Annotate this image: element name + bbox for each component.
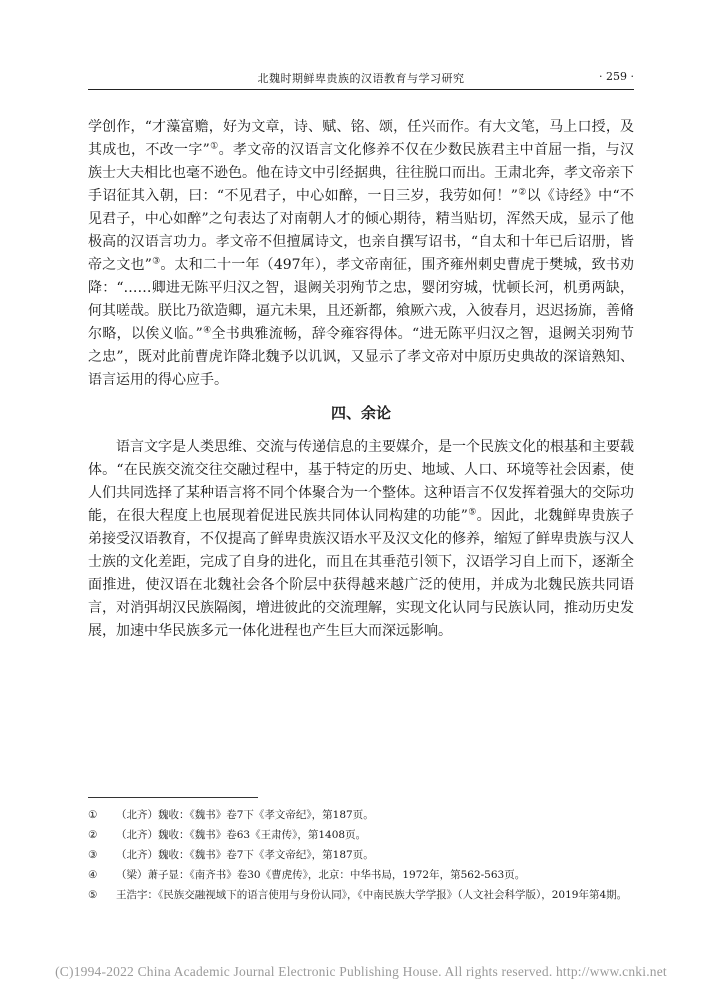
footnote-ref-5[interactable]: ⑤ [467, 507, 477, 518]
footnote-ref-1[interactable]: ① [209, 141, 219, 152]
footnote-text: 王浩宇：《民族交融视域下的语言使用与身份认同》，《中南民族大学学报》（人文社会科学版），2019年第4期。 [116, 889, 628, 901]
footnote-item [88, 865, 634, 885]
para1-text-3: 以《诗经》中“不见君子，中心如醉”之句表达了对南朝人才的倾心期待，精当贴切，浑然天成，显示了他极高的汉语言功力。孝文帝不但擅属诗文，也亲自撰写诏书，“自太和十年已后诏册，皆帝之文也” [88, 188, 634, 273]
paragraph-2 [88, 436, 634, 643]
para1-text-4: 。太和二十一年（497年），孝文帝南征，围齐雍州刺史曹虎于樊城，致书劝降：“……卿进无陈平归汉之智，退阙关羽殉节之忠，婴闭穷城，忧顿长河，机勇两缺，何其嗟哉。朕比乃欲造卿，逼亢未果，且还新都，飨厥六戎，入彼春月，迟迟扬旆，善脩尔略，以俟义临。” [88, 257, 634, 342]
running-header [88, 67, 634, 90]
footnote-text: （梁）萧子显：《南齐书》卷30《曹虎传》，北京：中华书局，1972年，第562-563页。 [116, 869, 526, 881]
footnote-mark: ⑤ [88, 889, 98, 901]
paragraph-1 [88, 116, 634, 392]
footnote-mark: ③ [88, 849, 98, 861]
footnote-text: （北齐）魏收：《魏书》卷7下《孝文帝纪》，第187页。 [116, 849, 374, 861]
footnote-item [88, 885, 634, 905]
footnote-mark: ① [88, 809, 98, 821]
page-number: · 259 · [599, 70, 634, 83]
main-text [88, 116, 634, 643]
para1-text-5: 全书典雅流畅，辞令雍容得体。“进无陈平归汉之智，退阙关羽殉节之忠”，既对此前曹虎诈降北魏予以讥讽，又显示了孝文帝对中原历史典故的深谙熟知、语言运用的得心应手。 [88, 326, 634, 388]
para2-text-1: 语言文字是人类思维、交流与传递信息的主要媒介，是一个民族文化的根基和主要载体。“在民族交流交往交融过程中，基于特定的历史、地域、人口、环境等社会因素，使人们共同选择了某种语言将不同个体聚合为一个整体。这种语言不仅发挥着强大的交际功能，在很大程度上也展现着促进民族共同体认同构建的功能” [88, 439, 634, 524]
footnote-item [88, 845, 634, 865]
footnote-mark: ④ [88, 869, 98, 881]
section-heading: 四、余论 [330, 404, 391, 422]
footnote-mark: ② [88, 829, 98, 841]
footnote-divider [88, 797, 258, 798]
footnote-text: （北齐）魏收：《魏书》卷63《王肃传》，第1408页。 [116, 829, 367, 841]
footnote-item [88, 805, 634, 825]
footnote-ref-4[interactable]: ④ [202, 325, 212, 336]
footnote-item [88, 825, 634, 845]
para1-text-2: 。孝文帝的汉语言文化修养不仅在少数民族君主中首屈一指，与汉族士大夫相比也毫不逊色。他在诗文中引经据典，往往脱口而出。王肃北奔，孝文帝亲下手诏征其入朝，曰：“不见君子，中心如醉，一日三岁，我劳如何！” [88, 142, 634, 204]
footnote-ref-3[interactable]: ③ [151, 256, 161, 267]
copyright-watermark: (C)1994-2022 China Academic Journal Electronic Publishing House. All rights reserved. http://www.cnki.net [55, 964, 667, 979]
footnote-ref-2[interactable]: ② [517, 187, 527, 198]
para2-text-2: 。因此，北魏鲜卑贵族子弟接受汉语教育，不仅提高了鲜卑贵族汉语水平及汉文化的修养，缩短了鲜卑贵族与汉人士族的文化差距，完成了自身的进化，而且在其垂范引领下，汉语学习自上而下，逐渐全面推进，使汉语在北魏社会各个阶层中获得越来越广泛的使用，并成为北魏民族共同语言，对消弭胡汉民族隔阂，增进彼此的交流理解，实现文化认同与民族认同，推动历史发展，加速中华民族多元一体化进程也产生巨大而深远影响。 [88, 508, 634, 639]
running-title: 北魏时期鲜卑贵族的汉语教育与学习研究 [257, 72, 465, 85]
footnotes [88, 805, 634, 905]
footnote-text: （北齐）魏收：《魏书》卷7下《孝文帝纪》，第187页。 [116, 809, 374, 821]
para1-text-1: 学创作，“才藻富赡，好为文章，诗、赋、铭、颂，任兴而作。有大文笔，马上口授，及其成也，不改一字” [88, 119, 634, 158]
